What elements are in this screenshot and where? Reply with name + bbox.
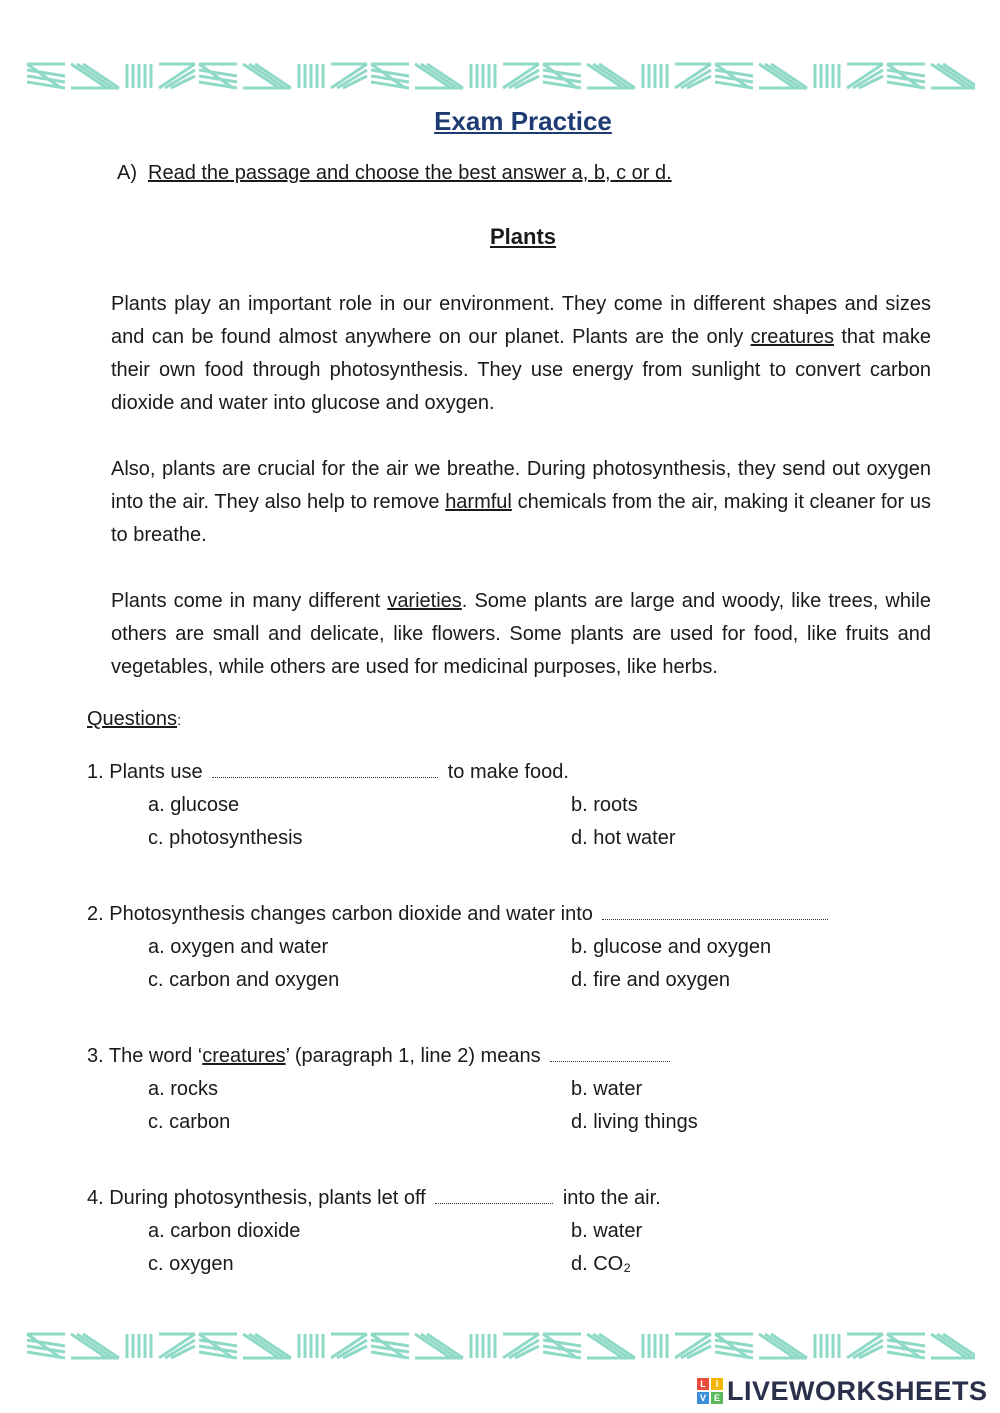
answer-blank[interactable] (550, 1047, 670, 1062)
answer-blank[interactable] (602, 905, 828, 920)
page-title: Exam Practice (434, 106, 612, 136)
bottom-decorative-border (25, 1330, 975, 1362)
underlined-word-varieties: varieties (387, 590, 462, 612)
question-2 (87, 903, 832, 926)
liveworksheets-logo (697, 1374, 988, 1408)
underlined-word-creatures: creatures (202, 1045, 286, 1067)
option-1b[interactable]: b. roots (571, 794, 638, 816)
questions-heading-colon: : (177, 712, 182, 729)
option-4d[interactable]: d. CO₂ (571, 1253, 631, 1275)
top-decorative-border (25, 60, 975, 92)
instruction (117, 162, 672, 185)
question-text: 3. The word ‘ (87, 1045, 203, 1067)
passage-paragraph-3 (111, 585, 931, 684)
border-pattern (25, 60, 975, 92)
question-text: ’ (paragraph 1, line 2) means (285, 1045, 541, 1067)
paragraph-text: that make their own food through photosynthesis. They use energy from sunlight to convert carbon dioxide and water into glucose and oxygen. (111, 326, 931, 414)
option-2b[interactable]: b. glucose and oxygen (571, 936, 772, 958)
answer-blank[interactable] (212, 763, 438, 778)
passage-title: Plants (489, 224, 557, 249)
passage-paragraph-2 (111, 453, 931, 552)
question-text: to make food. (447, 761, 569, 783)
option-4a[interactable]: a. carbon dioxide (148, 1220, 301, 1242)
answer-blank[interactable] (435, 1189, 553, 1204)
option-1c[interactable]: c. photosynthesis (148, 827, 303, 849)
question-text: 4. During photosynthesis, plants let off (87, 1187, 426, 1209)
questions-heading (87, 708, 181, 731)
passage-paragraph-1 (111, 288, 931, 420)
logo-text: LIVEWORKSHEETS (727, 1375, 988, 1406)
option-3c[interactable]: c. carbon (148, 1111, 231, 1133)
paragraph-text: Also, plants are crucial for the air we breathe. During photosynthesis, they send out oxygen into the air. They also help to remove (111, 458, 931, 513)
question-3 (87, 1045, 674, 1068)
paragraph-text: chemicals from the air, making it cleaner for us to breathe. (111, 491, 931, 546)
underlined-word-creatures: creatures (750, 326, 834, 348)
underlined-word-harmful: harmful (445, 491, 512, 513)
logo-mark-letter: L (697, 1378, 709, 1390)
logo-mark-icon (697, 1378, 723, 1404)
border-pattern (25, 1330, 975, 1362)
option-1d[interactable]: d. hot water (571, 827, 676, 849)
logo-mark-letter: I (711, 1378, 723, 1390)
instruction-text: Read the passage and choose the best answer a, b, c or d. (148, 162, 672, 184)
question-1 (87, 761, 569, 784)
option-4c[interactable]: c. oxygen (148, 1253, 234, 1275)
question-text: into the air. (562, 1187, 661, 1209)
option-2a[interactable]: a. oxygen and water (148, 936, 329, 958)
question-text: 2. Photosynthesis changes carbon dioxide and water into (87, 903, 593, 925)
option-3d[interactable]: d. living things (571, 1111, 698, 1133)
question-4 (87, 1187, 661, 1210)
logo-mark-letter: E (711, 1392, 723, 1404)
question-text: 1. Plants use (87, 761, 203, 783)
option-3a[interactable]: a. rocks (148, 1078, 219, 1100)
option-1a[interactable]: a. glucose (148, 794, 240, 816)
paragraph-text: Plants come in many different (111, 590, 388, 612)
instruction-letter: A) (117, 162, 137, 184)
paragraph-text: . Some plants are large and woody, like trees, while others are small and delicate, like flowers. Some plants are used for food, like fruits and vegetables, while others are used for medicinal purposes, like herbs. (111, 590, 931, 678)
option-4b[interactable]: b. water (571, 1220, 643, 1242)
option-2d[interactable]: d. fire and oxygen (571, 969, 730, 991)
logo-mark-letter: V (697, 1392, 709, 1404)
paragraph-text: Plants play an important role in our environment. They come in different shapes and sizes and can be found almost anywhere on our planet. Plants are the only (111, 293, 931, 348)
option-3b[interactable]: b. water (571, 1078, 643, 1100)
questions-heading-label: Questions (87, 708, 178, 730)
option-2c[interactable]: c. carbon and oxygen (148, 969, 340, 991)
